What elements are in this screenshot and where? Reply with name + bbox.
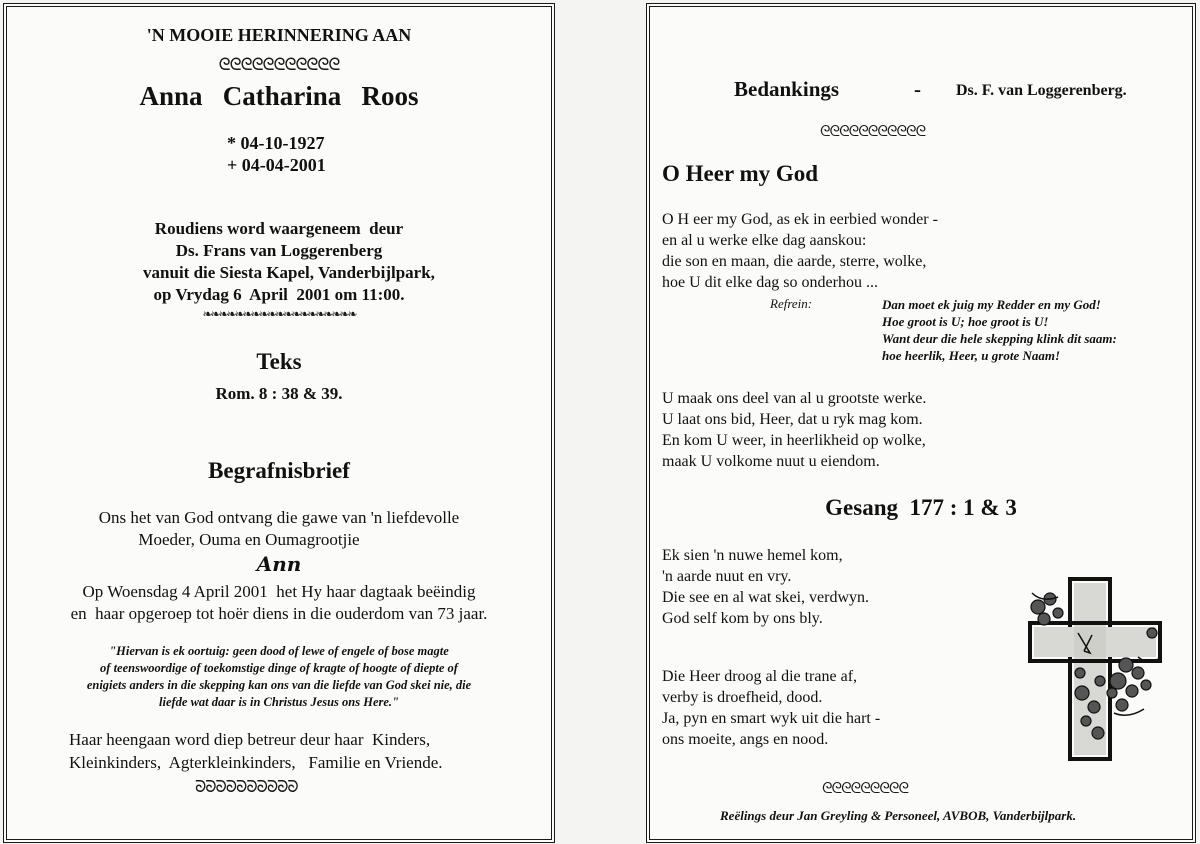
- letter-intro: [7, 507, 551, 551]
- letter-line: en haar opgeroep tot hoër diens in die ouderdom van 73 jaar.: [70, 604, 488, 623]
- refrain: [882, 296, 1117, 364]
- closing-line-1: Haar heengaan word diep betreur deur haar Kinders,: [69, 730, 431, 749]
- hymn2-title: Gesang 177 : 1 & 3: [825, 495, 1017, 520]
- service-line: Roudiens word waargeneem deur: [154, 219, 404, 238]
- ornament-bottom: ᘐᘐᘐᘐᘐᘐᘐᘐᘐᘐ: [195, 777, 298, 796]
- minister-name: Ds. F. van Loggerenberg.: [956, 82, 1127, 99]
- quote-line: "Hiervan is ek oortuig: geen dood of lewe of engele of bose magte: [109, 644, 449, 658]
- closing-line-2: Kleinkinders, Agterkleinkinders, Familie en Vriende.: [69, 753, 443, 772]
- verse-line: U maak ons deel van al u grootste werke.: [662, 390, 927, 407]
- verse-line: En kom U weer, in heerlikheid op wolke,: [662, 432, 926, 449]
- ornament-top: ᘓᘓᘓᘓᘓᘓᘓᘓᘓᘓᘓ: [218, 55, 340, 75]
- quote-line: liefde wat daar is in Christus Jesus ons Here.": [159, 695, 399, 709]
- begrafnisbrief-title: Begrafnisbrief: [208, 458, 350, 483]
- ornament-bottom: ᘓᘓᘓᘓᘓᘓᘓᘓᘓ: [822, 779, 909, 797]
- service-line: vanuit die Siesta Kapel, Vanderbijlpark,: [143, 263, 435, 282]
- letter-details: [7, 581, 551, 625]
- verse-line: Die see en al wat skei, verdwyn.: [662, 589, 870, 606]
- quote-line: of teenswoordige of toekomstige dinge of kragte of hoogte of diepte of: [100, 661, 458, 675]
- death-date: + 04-04-2001: [227, 155, 326, 175]
- service-line: Ds. Frans van Loggerenberg: [175, 241, 383, 260]
- verse-4: [662, 666, 880, 750]
- teks-reference: Rom. 8 : 38 & 39.: [215, 384, 343, 403]
- letter-line: Ons het van God ontvang die gawe van 'n liefdevolle: [98, 508, 460, 527]
- verse-line: verby is droefheid, dood.: [662, 689, 823, 706]
- letter-line: Moeder, Ouma en Oumagrootjie: [138, 530, 360, 549]
- refrain-line: hoe heerlik, Heer, u grote Naam!: [882, 348, 1061, 363]
- verse-line: maak U volkome nuut u eiendom.: [662, 453, 880, 470]
- service-details: [7, 218, 551, 306]
- service-line: op Vrydag 6 April 2001 om 11:00.: [153, 285, 405, 304]
- right-page: [646, 3, 1196, 843]
- scripture-quote: [7, 643, 551, 711]
- floral-cross-icon: [1022, 573, 1172, 763]
- verse-line: ons moeite, angs en nood.: [662, 731, 829, 748]
- ornament-mid: ❧❧❧❧❧❧❧❧❧❧❧❧❧❧❧❧❧❧❧: [202, 307, 356, 321]
- refrain-line: Dan moet ek juig my Redder en my God!: [882, 297, 1101, 312]
- refrain-line: Hoe groot is U; hoe groot is U!: [882, 314, 1049, 329]
- verse-1: [662, 209, 938, 293]
- deceased-name: Anna Catharina Roos: [139, 81, 419, 111]
- title-dash: -: [914, 77, 921, 101]
- letter-line: Op Woensdag 4 April 2001 het Hy haar dagtaak beëindig: [82, 582, 476, 601]
- left-page: [3, 3, 555, 843]
- memorial-header: 'N MOOIE HERINNERING AAN: [146, 25, 412, 45]
- verse-line: en al u werke elke dag aanskou:: [662, 232, 867, 249]
- verse-line: Ja, pyn en smart wyk uit die hart -: [662, 710, 881, 727]
- hymn1-title: O Heer my God: [662, 161, 819, 186]
- verse-line: Die Heer droog al die trane af,: [662, 668, 858, 685]
- bedankings-title: Bedankings: [734, 77, 840, 101]
- verse-line: God self kom by ons bly.: [662, 610, 823, 627]
- quote-line: enigiets anders in die skepping kan ons van die liefde van God skei nie, die: [86, 678, 472, 692]
- ornament-top: ᘓᘓᘓᘓᘓᘓᘓᘓᘓᘓᘓ: [820, 122, 926, 140]
- verse-line: hoe U dit elke dag so onderhou ...: [662, 274, 878, 291]
- birth-date: * 04-10-1927: [227, 133, 325, 153]
- verse-line: 'n aarde nuut en vry.: [662, 568, 792, 585]
- verse-line: Ek sien 'n nuwe hemel kom,: [662, 547, 843, 564]
- verse-3: [662, 545, 869, 629]
- verse-line: U laat ons bid, Heer, dat u ryk mag kom.: [662, 411, 923, 428]
- verse-2: [662, 388, 926, 472]
- refrain-label: Refrein:: [770, 296, 813, 311]
- teks-title: Teks: [256, 349, 302, 374]
- arrangements-credit: Reëlings deur Jan Greyling & Personeel, AVBOB, Vanderbijlpark.: [720, 808, 1077, 823]
- verse-line: die son en maan, die aarde, sterre, wolke,: [662, 253, 927, 270]
- verse-line: O H eer my God, as ek in eerbied wonder -: [662, 211, 938, 228]
- nickname: Ann: [256, 552, 302, 576]
- refrain-line: Want deur die hele skepping klink dit saam:: [882, 331, 1117, 346]
